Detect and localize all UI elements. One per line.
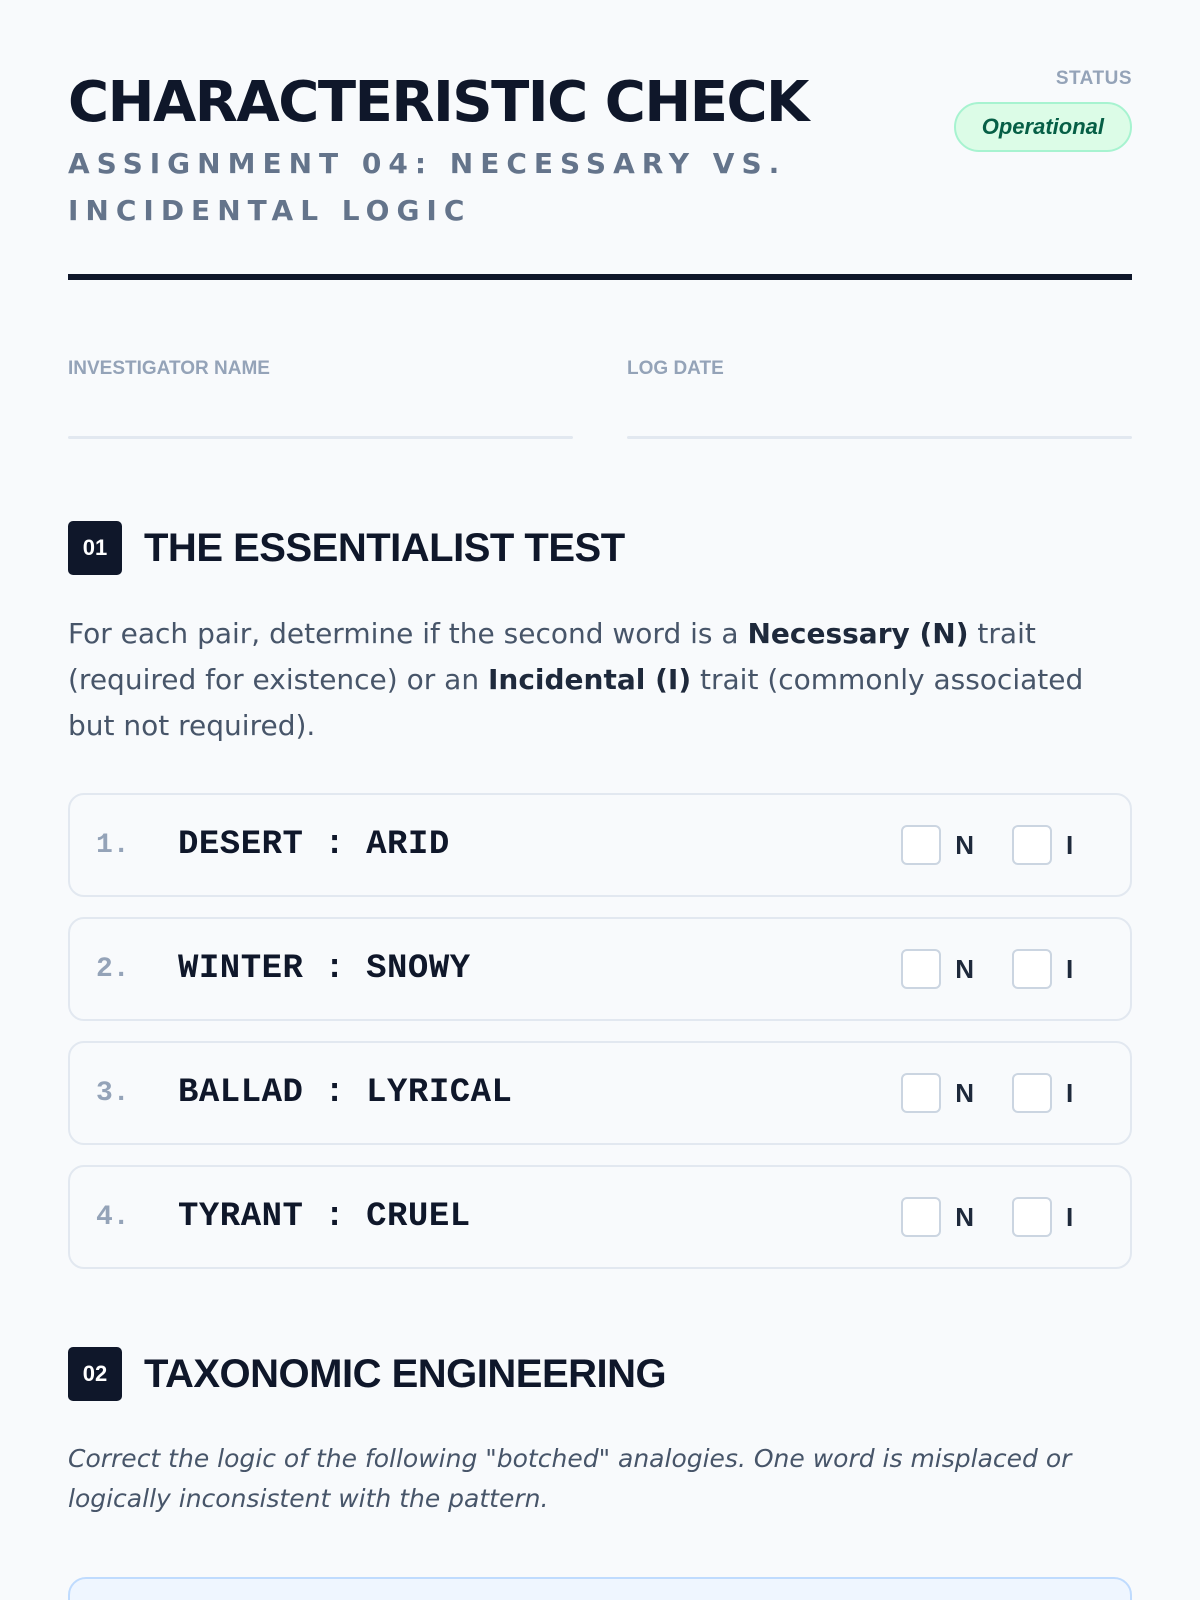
section-number: 02 [68,1347,122,1401]
section-taxonomic [68,1347,1132,1600]
status-badge: Operational [954,102,1132,152]
option-label-n: N [955,1201,974,1232]
checkbox-n[interactable] [901,825,941,865]
section-instructions [68,611,1132,749]
section-essentialist [68,521,1132,1269]
checkbox-i[interactable] [1012,1197,1052,1237]
item-number: 4. [96,1201,130,1233]
info-fields [68,358,1132,439]
option-label-i: I [1066,1201,1074,1232]
option-incidental[interactable] [1012,949,1078,989]
section-number: 01 [68,521,122,575]
section-title: TAXONOMIC ENGINEERING [144,1351,667,1396]
investigator-label: INVESTIGATOR NAME [68,358,270,379]
date-label: LOG DATE [627,358,724,379]
answer-options [901,1197,1078,1237]
answer-options [901,825,1078,865]
option-label-i: I [1066,953,1074,984]
page-subtitle: ASSIGNMENT 04: NECESSARY VS. INCIDENTAL LOGIC [68,147,787,227]
item-number: 3. [96,1077,130,1109]
item-number: 2. [96,953,130,985]
word-pair: BALLAD : LYRICAL [178,1074,513,1112]
section-title: THE ESSENTIALIST TEST [144,525,625,570]
necessary-term: Necessary (N) [747,617,969,650]
checkbox-i[interactable] [1012,825,1052,865]
section-heading [68,1347,1132,1401]
answer-options [901,949,1078,989]
option-incidental[interactable] [1012,1197,1078,1237]
list-item [68,793,1132,897]
checkbox-n[interactable] [901,1073,941,1113]
option-label-i: I [1066,829,1074,860]
option-incidental[interactable] [1012,825,1078,865]
status-label: STATUS [1055,68,1132,89]
header [68,0,1132,280]
word-pair: DESERT : ARID [178,826,450,864]
word-pair: WINTER : SNOWY [178,950,471,988]
option-label-n: N [955,1077,974,1108]
checkbox-i[interactable] [1012,949,1052,989]
page-title: CHARACTERISTIC CHECK [68,70,808,135]
checkbox-n[interactable] [901,949,941,989]
intro-text: For each pair, determine if the second word is a [68,617,748,650]
checkbox-i[interactable] [1012,1073,1052,1113]
date-input-line[interactable] [627,436,1132,439]
investigator-input-line[interactable] [68,436,573,439]
option-necessary[interactable] [901,949,974,989]
checkbox-n[interactable] [901,1197,941,1237]
incidental-term: Incidental (I) [487,663,692,696]
option-necessary[interactable] [901,1073,974,1113]
option-label-n: N [955,829,974,860]
answer-options [901,1073,1078,1113]
pair-list [68,793,1132,1269]
option-label-n: N [955,953,974,984]
item-number: 1. [96,829,130,861]
intro-text: trait (required for existence) or an [68,617,1036,696]
option-necessary[interactable] [901,825,974,865]
list-item [68,917,1132,1021]
status-block [954,68,1132,152]
list-item [68,1165,1132,1269]
option-label-i: I [1066,1077,1074,1108]
option-necessary[interactable] [901,1197,974,1237]
analogy-box [68,1577,1132,1600]
date-field[interactable] [627,358,1132,439]
intro-text: trait (commonly associated but not required). [68,663,1084,742]
option-incidental[interactable] [1012,1073,1078,1113]
investigator-field[interactable] [68,358,573,439]
list-item [68,1041,1132,1145]
word-pair: TYRANT : CRUEL [178,1198,471,1236]
section-heading [68,521,1132,575]
section-instructions: Correct the logic of the following "botched" analogies. One word is misplaced or logically inconsistent with the pattern. [68,1444,1072,1513]
